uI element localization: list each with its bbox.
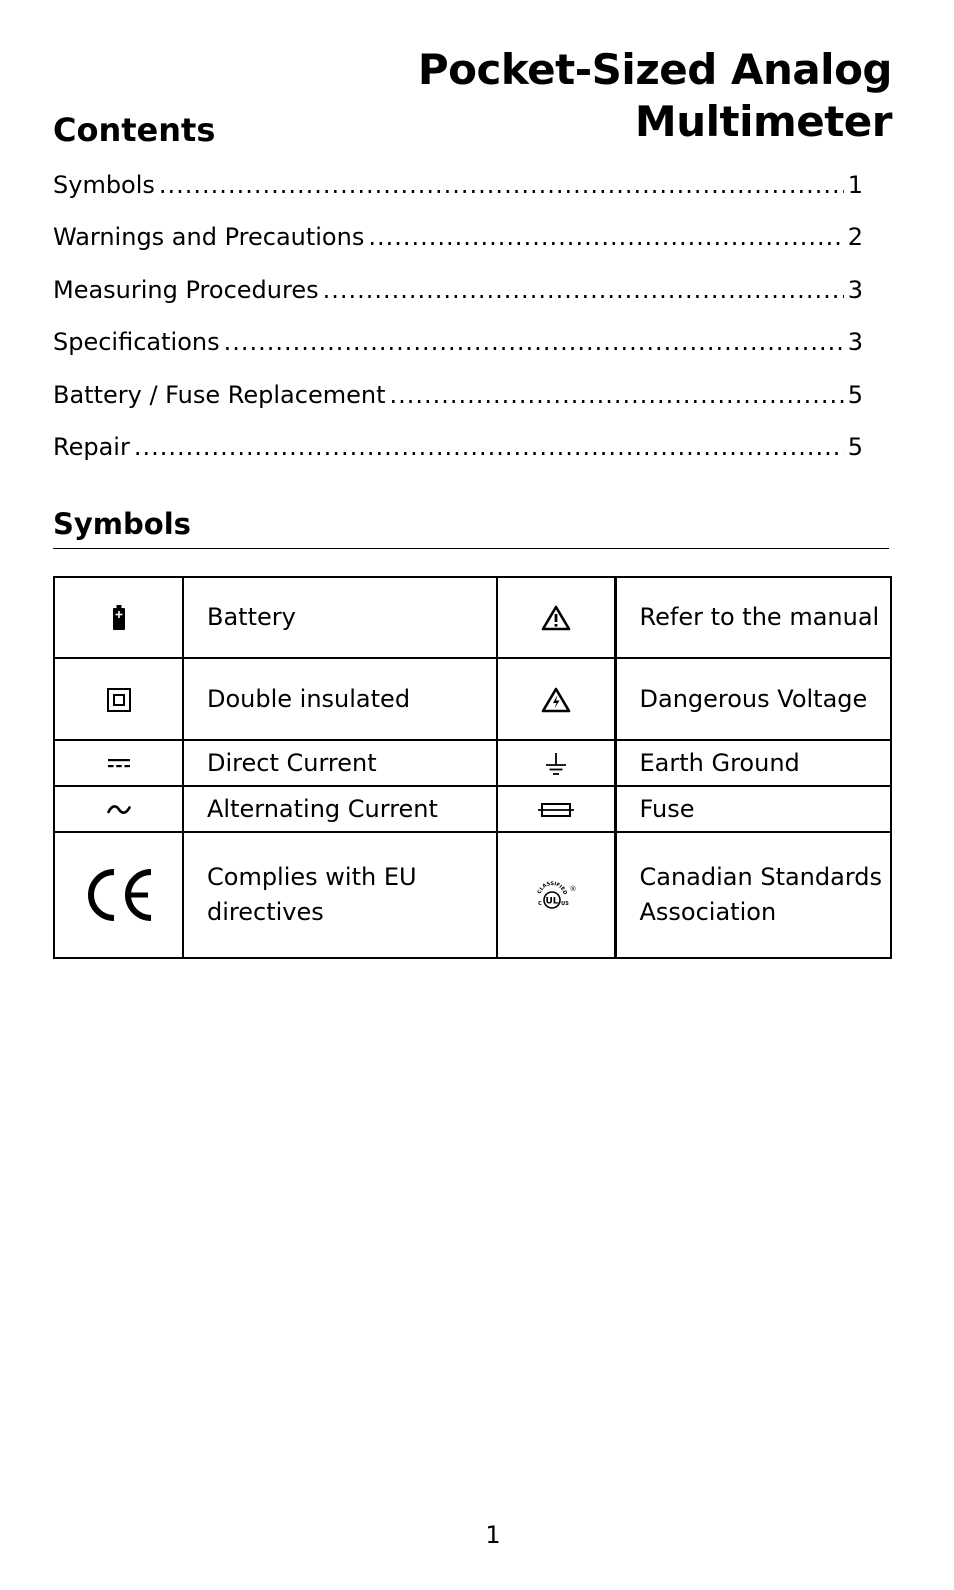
symbol-icon-cell: [497, 832, 615, 958]
symbol-label: Battery: [183, 577, 497, 658]
svg-text:C: C: [537, 900, 542, 907]
fuse-icon: [538, 802, 574, 818]
symbol-label: Fuse: [615, 786, 891, 832]
svg-text:US: US: [560, 900, 569, 907]
toc-dot-leader: [368, 214, 843, 260]
toc-entry-warnings[interactable]: [53, 214, 863, 266]
symbol-icon-cell: [54, 658, 183, 740]
toc-entry-page: 2: [847, 223, 863, 252]
toc-entry-label: Battery / Fuse Replacement: [53, 380, 386, 409]
symbols-table: [53, 576, 892, 959]
ce-mark-icon: [84, 869, 154, 921]
toc-entry-page: 1: [847, 171, 863, 199]
toc-dot-leader: [323, 267, 844, 313]
symbol-label: Alternating Current: [183, 786, 497, 832]
toc-entry-label: Specifications: [53, 328, 220, 357]
toc-entry-label: Measuring Procedures: [53, 275, 319, 304]
symbol-label: Refer to the manual: [615, 577, 891, 658]
symbol-label: Earth Ground: [615, 740, 891, 786]
symbol-icon-cell: [54, 740, 183, 786]
ul-classified-icon: [534, 879, 578, 913]
toc-entry-page: 3: [847, 328, 863, 357]
toc-entry-specifications[interactable]: [53, 319, 863, 371]
toc-entry-page: 3: [847, 275, 863, 304]
symbol-icon-cell: [497, 740, 615, 786]
toc-entry-label: Repair: [53, 432, 130, 461]
direct-current-icon: [107, 758, 131, 770]
toc-entry-page: 5: [847, 380, 863, 409]
symbol-label: Canadian Standards Association: [615, 832, 891, 958]
table-row: [54, 740, 891, 786]
symbol-label: Double insulated: [183, 658, 497, 740]
page-title: Pocket-Sized Analog Multimeter: [417, 45, 892, 146]
earth-ground-icon: [545, 752, 567, 776]
symbol-icon-cell: [497, 658, 615, 740]
svg-text:UL: UL: [545, 896, 559, 906]
toc-dot-leader: [389, 372, 843, 418]
symbol-icon-cell: [497, 786, 615, 832]
symbol-icon-cell: [54, 577, 183, 658]
svg-text:CLASSIFIED: CLASSIFIED: [536, 880, 568, 896]
table-row: [54, 786, 891, 832]
contents-heading: Contents: [53, 111, 216, 149]
battery-icon: [112, 605, 126, 631]
symbol-icon-cell: [54, 786, 183, 832]
table-row: [54, 832, 891, 958]
toc-dot-leader: [134, 424, 844, 470]
table-of-contents: [53, 162, 863, 476]
toc-entry-symbols[interactable]: [53, 162, 863, 214]
toc-entry-page: 5: [847, 432, 863, 461]
symbol-icon-cell: [497, 577, 615, 658]
toc-dot-leader: [159, 162, 844, 208]
page-number: 1: [485, 1521, 501, 1549]
toc-entry-label: Symbols: [53, 171, 155, 199]
toc-dot-leader: [224, 319, 844, 365]
symbol-label: Complies with EU directives: [183, 832, 497, 958]
symbol-icon-cell: [54, 832, 183, 958]
dangerous-voltage-icon: [541, 687, 571, 713]
toc-entry-battery-fuse[interactable]: [53, 372, 863, 424]
symbols-heading: Symbols: [53, 502, 889, 549]
symbol-label: Direct Current: [183, 740, 497, 786]
symbol-label: Dangerous Voltage: [615, 658, 891, 740]
toc-entry-repair[interactable]: [53, 424, 863, 476]
table-row: [54, 577, 891, 658]
toc-entry-label: Warnings and Precautions: [53, 223, 365, 252]
double-insulated-icon: [107, 688, 131, 712]
table-row: [54, 658, 891, 740]
toc-entry-measuring[interactable]: [53, 267, 863, 319]
svg-text:®: ®: [569, 884, 577, 893]
alternating-current-icon: [107, 804, 131, 816]
warning-manual-icon: [541, 605, 571, 631]
